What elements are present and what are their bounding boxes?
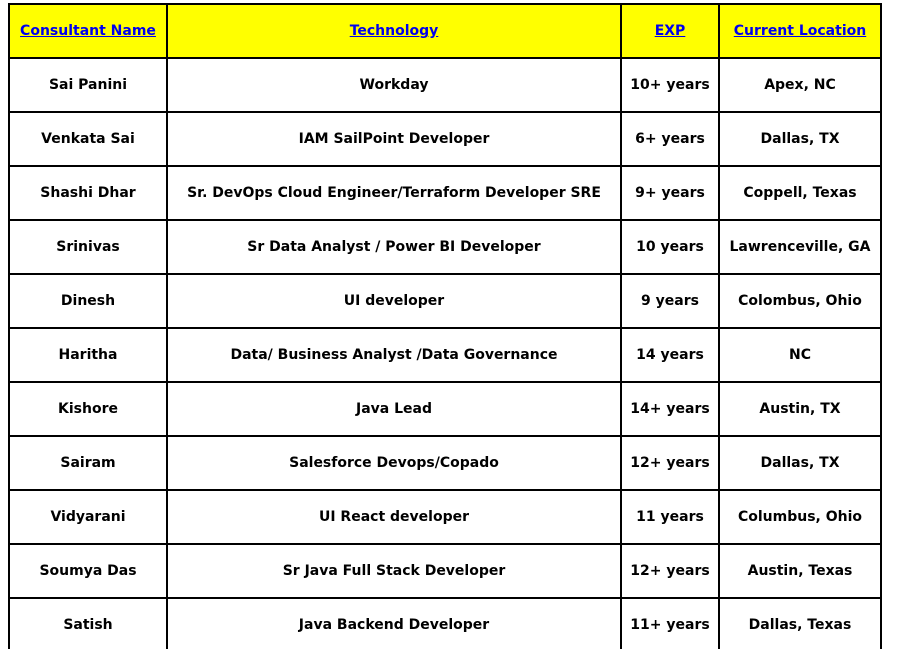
consultant-hotlist-table-wrap xyxy=(8,3,898,649)
cell-technology: Java Backend Developer xyxy=(167,598,621,649)
table-row xyxy=(9,598,881,649)
cell-name: Dinesh xyxy=(9,274,167,328)
cell-technology: UI React developer xyxy=(167,490,621,544)
table-row xyxy=(9,166,881,220)
column-header-exp[interactable]: EXP xyxy=(621,4,719,58)
table-row xyxy=(9,328,881,382)
cell-location: Austin, TX xyxy=(719,382,881,436)
cell-name: Haritha xyxy=(9,328,167,382)
consultant-hotlist-table xyxy=(8,3,882,649)
cell-name: Satish xyxy=(9,598,167,649)
cell-name: Soumya Das xyxy=(9,544,167,598)
table-row xyxy=(9,112,881,166)
cell-technology: Data/ Business Analyst /Data Governance xyxy=(167,328,621,382)
cell-exp: 10+ years xyxy=(621,58,719,112)
cell-name: Shashi Dhar xyxy=(9,166,167,220)
table-row xyxy=(9,274,881,328)
cell-location: Columbus, Ohio xyxy=(719,490,881,544)
cell-exp: 6+ years xyxy=(621,112,719,166)
cell-exp: 11 years xyxy=(621,490,719,544)
table-row xyxy=(9,58,881,112)
table-row xyxy=(9,220,881,274)
column-header-current-location[interactable]: Current Location xyxy=(719,4,881,58)
cell-location: Apex, NC xyxy=(719,58,881,112)
cell-location: Dallas, TX xyxy=(719,112,881,166)
cell-exp: 12+ years xyxy=(621,544,719,598)
cell-technology: Salesforce Devops/Copado xyxy=(167,436,621,490)
column-header-technology[interactable]: Technology xyxy=(167,4,621,58)
table-body xyxy=(9,58,881,649)
table-row xyxy=(9,436,881,490)
cell-location: Colombus, Ohio xyxy=(719,274,881,328)
cell-name: Sairam xyxy=(9,436,167,490)
table-row xyxy=(9,490,881,544)
cell-location: NC xyxy=(719,328,881,382)
cell-technology: IAM SailPoint Developer xyxy=(167,112,621,166)
cell-location: Austin, Texas xyxy=(719,544,881,598)
cell-name: Sai Panini xyxy=(9,58,167,112)
header-row xyxy=(9,4,881,58)
table-row xyxy=(9,382,881,436)
cell-name: Venkata Sai xyxy=(9,112,167,166)
cell-technology: Sr Java Full Stack Developer xyxy=(167,544,621,598)
cell-exp: 12+ years xyxy=(621,436,719,490)
cell-location: Dallas, Texas xyxy=(719,598,881,649)
cell-technology: Sr. DevOps Cloud Engineer/Terraform Developer SRE xyxy=(167,166,621,220)
cell-technology: Java Lead xyxy=(167,382,621,436)
cell-exp: 9 years xyxy=(621,274,719,328)
cell-name: Srinivas xyxy=(9,220,167,274)
cell-location: Coppell, Texas xyxy=(719,166,881,220)
cell-exp: 11+ years xyxy=(621,598,719,649)
cell-location: Lawrenceville, GA xyxy=(719,220,881,274)
cell-technology: Sr Data Analyst / Power BI Developer xyxy=(167,220,621,274)
column-header-consultant-name[interactable]: Consultant Name xyxy=(9,4,167,58)
cell-exp: 10 years xyxy=(621,220,719,274)
cell-exp: 14+ years xyxy=(621,382,719,436)
cell-technology: Workday xyxy=(167,58,621,112)
cell-location: Dallas, TX xyxy=(719,436,881,490)
cell-name: Kishore xyxy=(9,382,167,436)
cell-exp: 14 years xyxy=(621,328,719,382)
table-row xyxy=(9,544,881,598)
cell-name: Vidyarani xyxy=(9,490,167,544)
cell-technology: UI developer xyxy=(167,274,621,328)
cell-exp: 9+ years xyxy=(621,166,719,220)
